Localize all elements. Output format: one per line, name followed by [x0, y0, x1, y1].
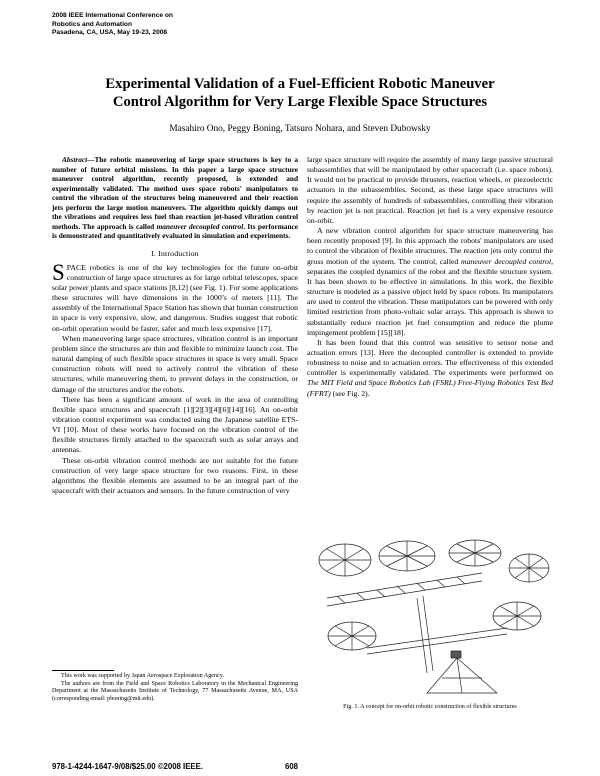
drop-cap: S [52, 259, 65, 285]
figure-1-illustration [307, 538, 553, 701]
intro-paragraph-3: There has been a significant amount of work in the area of controlling flexible space structures and spacecraft [1][2][3][4][6][14][16]. An on-orbit vibration control experiment was conducted using the Japanese satellite ETS-VI [10]. Most of these works have focused on the vibration control of the flexible structures firmly attached to the spacecraft such as solar arrays and antennas. [52, 394, 298, 455]
intro-paragraph-2: When maneuvering large space structures, vibration control is an important problem since the structures are thin and flexible to minimize launch cost. The natural damping of such flexible space structures in space is very small. Space construction robots will need to actively control the vibration of these structures, while maneuvering them, to prevent delays in the construction, or damage of the structures and/or the robots. [52, 333, 298, 394]
footnote-rule [52, 670, 114, 671]
intro-paragraph-4: These on-orbit vibration control methods are not suitable for the future construction of very large space structure for two reasons. First, in these algorithms the flexible elements are assumed to be an integral part of the spacecraft with their actuators and sensors. In the future construction of very [52, 455, 298, 496]
antenna-dish-5 [328, 622, 376, 650]
space-robot [427, 651, 497, 693]
intro-p1-text: PACE robotics is one of the key technologies for the future on-orbit construction of large space structures as for large orbital telescopes, space solar power plants and space stations [8,12] (see Fig. 1). For some applications these structures will have dimensions in the 1000’s of meters [11]. The assembly of the International Space Station has shown that human construction in space is very expensive, slow, and dangerous. Studies suggest that robotic on-orbit operation would be faster, safer and much less expensive [17]. [52, 262, 298, 333]
abstract-text-2: . Its performance is demonstrated and quantitatively evaluated in simulation and experiments. [52, 221, 298, 240]
conference-header [52, 12, 173, 38]
right-column [307, 155, 553, 399]
right-p2-emphasis: maneuver decoupled control [461, 256, 552, 266]
antenna-dish-1 [319, 544, 371, 576]
abstract [52, 155, 298, 241]
antenna-dish-6 [493, 602, 541, 630]
lower-boom [367, 596, 507, 673]
right-p3-emphasis: The MIT Field and Space Robotics Lab (FSRL) Free-Flying Robotics Test Bed (FFRT) [307, 378, 553, 398]
section-title: Introduction [158, 248, 199, 258]
left-column [52, 155, 298, 496]
conference-line-1: 2008 IEEE International Conference on [52, 12, 173, 19]
right-p3-text-b: (see Fig. 2). [330, 388, 370, 398]
antenna-dish-2 [379, 541, 435, 571]
isbn-footer: 978-1-4244-1647-9/08/$25.00 ©2008 IEEE. [52, 762, 203, 771]
section-numeral: I. [151, 248, 157, 258]
right-paragraph-2 [307, 226, 553, 338]
intro-paragraph-1 [52, 259, 298, 334]
conference-line-2: Robotics and Automation [52, 20, 132, 28]
title-line-1: Experimental Validation of a Fuel-Efficient Robotic Maneuver [105, 76, 495, 92]
footnotes [52, 673, 298, 703]
figure-caption: Fig. 1. A concept for on-orbit robotic construction of flexible structures [343, 704, 517, 710]
author-list: Masahiro Ono, Peggy Boning, Tatsuro Nohara, and Steven Dubowsky [169, 124, 431, 134]
right-paragraph-3 [307, 338, 553, 399]
abstract-text-1: —The robotic maneuvering of large space structures is key to a number of future orbital missions. In this paper a large space structure maneuver control algorithm, recently proposed, is extended and experimentally validated. The method uses space robots' manipulators to control the vibration of the structures being maneuvered and their reaction jets perform the large motion maneuvers. The algorithm quickly damps out the vibrations and requires less fuel than reaction jet-based vibration control methods. The approach is called [52, 155, 298, 231]
conference-line-3: Pasadena, CA, USA, May 19-23, 2008 [52, 29, 168, 37]
footnote-funding: This work was supported by Japan Aerospace Exploration Agency. [61, 673, 224, 679]
abstract-label: Abstract [62, 155, 88, 164]
footnote-affiliation: The authors are from the Field and Space Robotics Laboratory in the Mechanical Engineering Department at the Massachusetts Institute of Technology, 77 Massachusetts Avenue, MA, USA (corresponding email: pboning@mit.edu). [52, 680, 298, 702]
right-p2-text-a: A new vibration control algorithm for space structure maneuvering has been recently proposed [9]. In this approach the robots' manipulators are used to control the vibration of flexible structures. The reaction jets only control the gross motion of the system. The control, called [307, 226, 553, 266]
paper-title [40, 75, 560, 111]
antenna-dish-3 [449, 540, 501, 566]
truss-beam [327, 573, 482, 606]
right-paragraph-1: large space structure will require the assembly of many large passive structural subassemblies that will be manipulated by other spacecraft (i.e. space robots). It would not be practical to provide thrusters, reaction wheels, or piezoelectric actuators in the subassemblies. Second, as these large space structures will require the assembly of hundreds of subassemblies, controlling their vibration by reaction jet is not practical. Reaction jet fuel is a very expensive resource on-orbit. [307, 155, 553, 225]
title-line-2: Control Algorithm for Very Large Flexible Space Structures [112, 94, 488, 110]
right-p2-text-b: , separates the coupled dynamics of the robot and the flexible structure system. It has been shown to be effective in simulations. In this work, the flexible structure is modeled as a passive object held by space robots. Its manipulators are used to control the vibration. These manipulators can be powered with only limited restriction from photo-voltaic solar arrays. This approach is shown to substantially reduce reaction jet fuel consumption and reduce the plume impingement problem [15][18]. [307, 256, 553, 337]
abstract-emphasis: maneuver decoupled control [156, 221, 244, 231]
section-heading [52, 249, 298, 259]
antenna-dish-4 [509, 554, 549, 582]
right-p3-text-a: It has been found that this control was sensitive to sensor noise and actuation errors [13]. Here the decoupled controller is extended to provide robustness to noise and to actuation errors. The effectiveness of this extended controller is experimentally validated. The experiments were performed on [307, 337, 553, 378]
page-number: 608 [285, 762, 299, 771]
